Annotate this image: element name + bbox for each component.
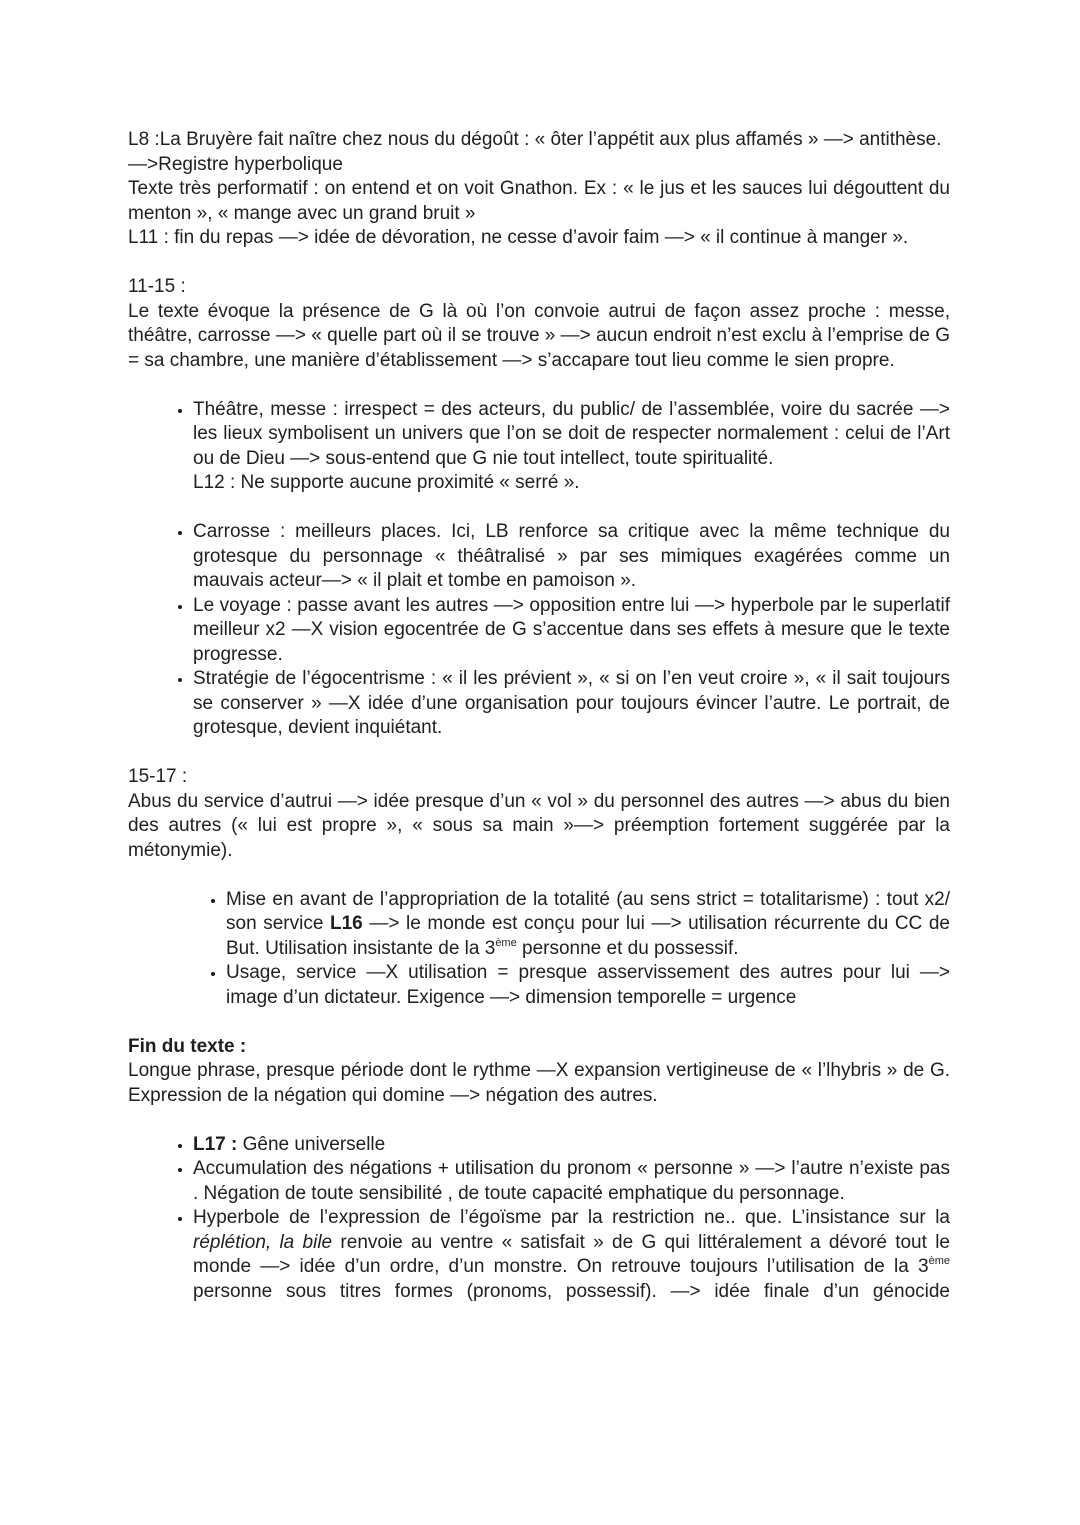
bullet-text: L12 : Ne supporte aucune proximité « serré ». xyxy=(193,472,580,493)
paragraph-registre: —>Registre hyperbolique xyxy=(128,153,343,175)
paragraph-performatif: Texte très performatif : on entend et on voit Gnathon. Ex : « le jus et les sauces lui dégouttent du menton », « mange avec un grand bruit » xyxy=(128,178,950,224)
bullet-text: personne sous titres formes (pronoms, possessif). —> idée finale d’un génocide xyxy=(193,1280,950,1302)
list-item: • Le voyage : passe avant les autres —> opposition entre lui —> hyperbole par le superlatif meilleur x2 —X vision egocentrée de G s’accentue dans ses effets à mesure que le texte progresse. xyxy=(193,594,950,668)
bullet-text: Mise en avant de l’appropriation de la totalité (au sens strict = totalitarisme) : tout x2/ son service xyxy=(226,888,950,934)
bullet-text: renvoie au ventre « satisfait » de G qui littéralement a dévoré tout le monde —> idée d’un ordre, d’un monstre. On retrouve toujours l’utilisation de la 3 xyxy=(193,1231,950,1277)
superscript: ème xyxy=(495,936,517,949)
heading-bold: Fin du texte : xyxy=(128,1035,247,1057)
list-item xyxy=(226,888,950,962)
line-ref-bold: L16 xyxy=(329,913,363,934)
section-text-11-15: Le texte évoque la présence de G là où l’on convoie autrui de façon assez proche : messe, théâtre, carrosse —> « quelle part où il se trouve » —> aucun endroit n’est exclu à l’emprise de G = sa chambre, une manière d’établissement —> s’accapare tout lieu comme le sien propre. xyxy=(128,300,950,371)
superscript: ème xyxy=(928,1255,950,1267)
bullet-list-11-15-b xyxy=(128,520,950,741)
bullet-text: —> le monde est conçu pour lui —> utilisation récurrente du CC de But. Utilisation insistante de la 3 xyxy=(226,913,950,959)
section-heading-15-17: 15-17 : xyxy=(128,766,188,787)
bullet-text: Théâtre, messe : irrespect = des acteurs, du public/ de l’assemblée, voire du sacrée —> les lieux symbolisent un univers que l’on se doit de respecter normalement : celui de l’Art ou de Dieu —> sous-entend que G nie tout intellect, toute spiritualité. xyxy=(193,398,950,469)
list-item xyxy=(193,1206,950,1304)
bullet-list-11-15-a xyxy=(128,398,950,496)
bullet-text: personne et du possessif. xyxy=(516,937,739,959)
bullet-text: Gêne universelle xyxy=(237,1133,386,1155)
list-item: • Stratégie de l’égocentrisme : « il les prévient », « si on l’en veut croire », « il sait toujours se conserver » —X idée d’une organisation pour toujours évincer l’autre. Le portrait, de grotesque, devient inquiétant. xyxy=(193,667,950,741)
list-item xyxy=(193,1133,950,1158)
section-text-fin: Longue phrase, presque période dont le rythme —X expansion vertigineuse de « l’lhybris » de G. Expression de la négation qui domine —> négation des autres. xyxy=(128,1060,950,1106)
list-item: • Usage, service —X utilisation = presque asservissement des autres pour lui —> image d’un dictateur. Exigence —> dimension temporelle = urgence xyxy=(226,961,950,1010)
list-item xyxy=(193,398,950,496)
paragraph-l11: L11 : fin du repas —> idée de dévoration, ne cesse d’avoir faim —> « il continue à manger ». xyxy=(128,227,909,248)
section-heading-fin xyxy=(128,1035,950,1060)
section-text-15-17: Abus du service d’autrui —> idée presque d’un « vol » du personnel des autres —> abus du bien des autres (« lui est propre », « sous sa main »—> préemption fortement suggérée par la métonymie). xyxy=(128,790,950,861)
paragraph-l8: L8 :La Bruyère fait naître chez nous du dégoût : « ôter l’appétit aux plus affamés » —> antithèse. xyxy=(128,129,942,150)
italic-text: réplétion, la bile xyxy=(193,1231,333,1253)
section-heading-11-15: 11-15 : xyxy=(128,276,186,297)
document-page xyxy=(128,128,950,1304)
list-item: • Accumulation des négations + utilisation du pronom « personne » —> l’autre n’existe pas . Négation de toute sensibilité , de toute capacité emphatique du personnage. xyxy=(193,1157,950,1206)
bullet-list-fin xyxy=(128,1133,950,1305)
line-ref-bold: L17 : xyxy=(193,1133,238,1155)
list-item: • Carrosse : meilleurs places. Ici, LB renforce sa critique avec la même technique du grotesque du personnage « théâtralisé » par ses mimiques exagérées comme un mauvais acteur—> « il plait et tombe en pamoison ». xyxy=(193,520,950,594)
bullet-list-15-17 xyxy=(128,888,950,1011)
bullet-text: Hyperbole de l’expression de l’égoïsme par la restriction ne.. que. L’insistance sur la xyxy=(193,1207,950,1228)
